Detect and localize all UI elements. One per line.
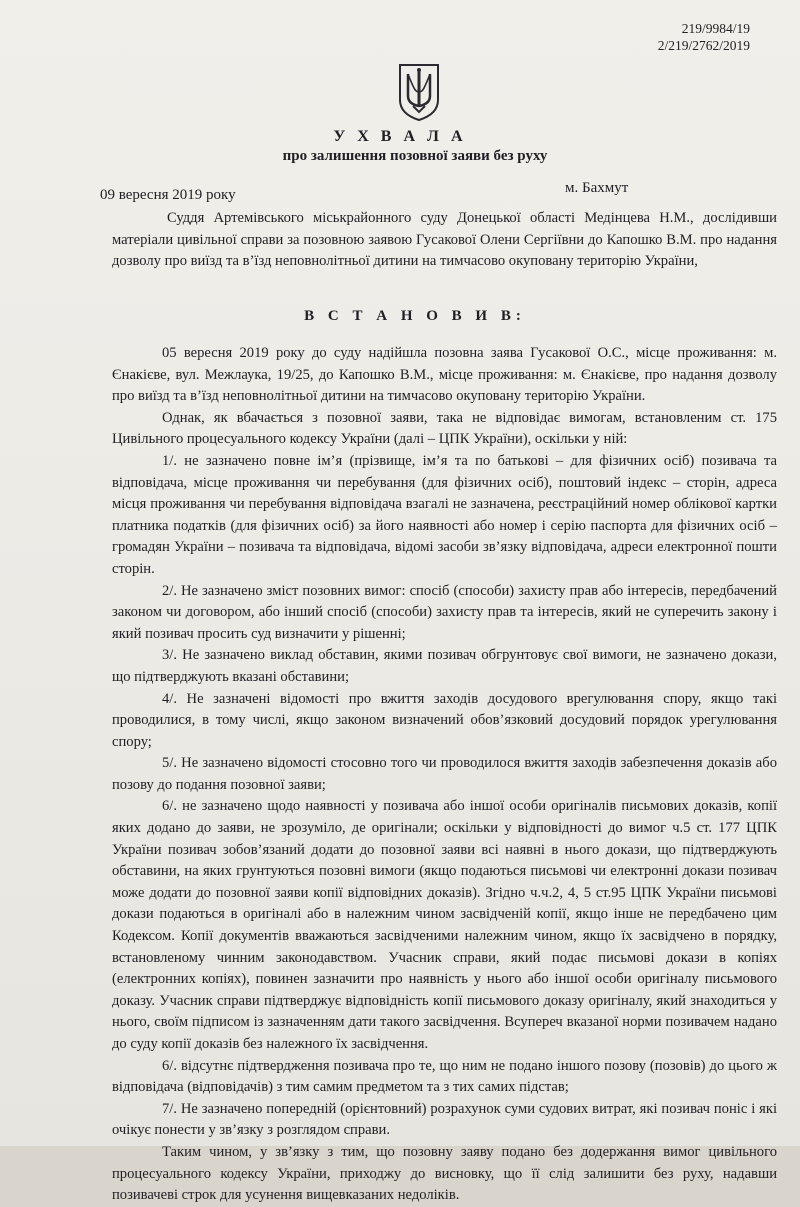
paragraph: 05 вересня 2019 року до суду надійшла позовна заява Гусакової О.С., місце проживання: м. Єнакієве, вул. Межлаука, 19/25, до Капошко В.М., місце проживання: м. Єнакієве, про надання дозволу про виїзд та в’їзд неповнолітньої дитини на тимчасово окуповану територію України. xyxy=(112,345,777,405)
paragraph: 5/. Не зазначено відомості стосовно того чи проводилося вжиття заходів забезпечення доказів або позову до подання позовної заяви; xyxy=(112,755,777,793)
trident-coat-of-arms-icon xyxy=(396,62,442,122)
document-city: м. Бахмут xyxy=(565,180,629,196)
document-title: У Х В А Л А xyxy=(333,128,467,145)
paragraph: 2/. Не зазначено зміст позовних вимог: спосіб (способи) захисту прав або інтересів, передбачений законом чи договором, або інший спосіб (способи) захисту прав та інтересів, який не суперечить закону і який позивач просить суд визначити у рішенні; xyxy=(112,582,777,642)
paragraph: 7/. Не зазначено попередній (орієнтовний) розрахунок суми судових витрат, які позивач поніс і які очікує понести у зв’язку з розглядом справи. xyxy=(112,1100,777,1139)
paragraph: 4/. Не зазначені відомості про вжиття заходів досудового врегулювання спору, якщо такі проводилися, в тому числі, якщо законом визначений обов’язковий досудовий порядок урегулювання спору; xyxy=(112,690,777,750)
case-number-2: 2/219/2762/2019 xyxy=(657,38,750,53)
paragraph: 1/. не зазначено повне ім’я (прізвище, ім’я та по батькові – для фізичних осіб) позивача та відповідача, місце проживання чи перебування (для фізичних осіб), поштовий індекс – сторін, адреса місця проживання чи перебування відповідача взагалі не зазначена, реєстраційний номер облікової картки платника податків (для фізичних осіб) за його наявності або номер і серію паспорта для фізичних осіб – громадян України – позивача та відповідача, відомі засоби зв’язку відповідача, адреси електронної пошти сторін. xyxy=(112,452,777,577)
paragraph: 6/. не зазначено щодо наявності у позивача або іншої особи оригіналів письмових доказів, копії яких додано до заяви, не зрозуміло, де оригінали; оскільки у відповідності до вимог ч.5 ст. 177 ЦПК України позивач зобов’язаний додати до позовної заяви всі наявні в нього докази, що підтверджують обставини, на яких грунтуються позовні вимоги (якщо подаються письмові чи електронні докази позивач може додати до позовної заяви копії відповідних доказів). Згідно ч.ч.2, 4, 5 ст.95 ЦПК України письмові докази подаються в оригіналі або в належним чином засвідченій копії, якщо інше не передбачено цим Кодексом. Копії документів вважаються засвідченими належним чином, якщо їх засвідчено в порядку, встановленому чинним законодавством. Учасник справи, який подає письмові докази в копіях (електронних копіях), повинен зазначити про наявність у нього або іншої особи оригіналу письмового доказу. Учасник справи підтверджує відповідність копії письмового доказу оригіналу, який знаходиться у нього, своїм підписом із зазначенням дати такого засвідчення. Всупереч вказаної норми позивачем надано до суду копії доказів без належного їх засвідчення. xyxy=(112,798,777,1052)
paragraph: 3/. Не зазначено виклад обставин, якими позивач обгрунтовує свої вимоги, не зазначено докази, що підтверджують вказані обставини; xyxy=(112,647,777,685)
case-number-1: 219/9984/19 xyxy=(681,21,750,36)
section-heading: В С Т А Н О В И В: xyxy=(304,308,526,324)
paragraph: Таким чином, у зв’язку з тим, що позовну заяву подано без додержання вимог цивільного процесуального кодексу України, приходжу до висновку, що її слід залишити без руху, надавши позивачеві строк для усунення вищевказаних недоліків. xyxy=(112,1143,777,1204)
document-date: 09 вересня 2019 року xyxy=(100,187,236,203)
intro-block xyxy=(112,208,777,273)
intro-paragraph: Суддя Артемівського міськрайонного суду Донецької області Медінцева Н.М., дослідивши матеріали цивільної справи за позовною заявою Гусакової Олени Сергіївни до Капошко В.М. про надання дозволу про виїзд та в’їзд неповнолітньої дитини на тимчасово окуповану територію України, xyxy=(112,210,777,270)
paragraph: Однак, як вбачається з позовної заяви, така не відповідає вимогам, встановленим ст. 175 Цивільного процесуального кодексу України (далі – ЦПК України), оскільки у ній: xyxy=(112,409,777,448)
case-numbers xyxy=(658,20,750,54)
paragraph: 6/. відсутнє підтвердження позивача про те, що ним не подано іншого позову (позовів) до цього ж відповідача (відповідачів) з тим самим предметом та з тих самих підстав; xyxy=(112,1057,777,1096)
document-subtitle: про залишення позовної заяви без руху xyxy=(282,148,548,164)
body-text xyxy=(112,343,777,1207)
